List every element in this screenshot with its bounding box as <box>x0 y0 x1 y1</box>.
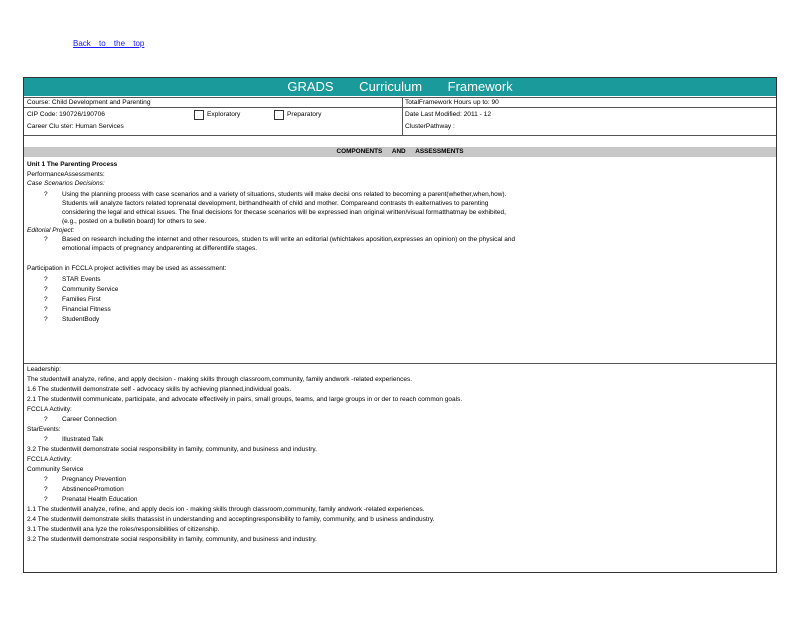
cip-code-field: CIP Code: 190726/190706 <box>27 111 105 118</box>
body-text-line: 1.1 The studentwill analyze, refine, and apply decis ion - making skills through classroom,community, family andwork -related experiences. <box>27 506 425 513</box>
course-field: Course: Child Development and Parenting <box>27 99 151 106</box>
body-text-line: Career Connection <box>62 416 117 423</box>
header-column-divider <box>402 97 403 135</box>
body-text-line: Students will analyze factors related toprenatal development, birthandhealth of child and mother. Compareand contrasts th ealternatives to parenting <box>62 200 489 207</box>
body-text-line: 3.2 The studentwill demonstrate social responsibility in family, community, and business and industry. <box>27 446 317 453</box>
bullet-marker-icon: ? <box>44 416 48 423</box>
body-text-line: considering the legal and ethical issues. The final decisions for thecase scenarios will be expressed inan original written/visual formatthatmay be exhibited, <box>62 209 506 216</box>
body-text-line: AbstinencePromotion <box>62 486 124 493</box>
body-text-line: Financial Fitness <box>62 306 111 313</box>
body-text-line: STAR Events <box>62 276 101 283</box>
body-text-line: Leadership: <box>27 366 61 373</box>
body-text-line: Editorial Project: <box>27 227 75 234</box>
body-text-line: Participation in FCCLA project activities may be used as assessment: <box>27 265 227 272</box>
bullet-marker-icon: ? <box>44 486 48 493</box>
bullet-marker-icon: ? <box>44 436 48 443</box>
body-text-line: 3.2 The studentwill demonstrate social responsibility in family, community, and business and industry. <box>27 536 317 543</box>
body-text-line: 2.4 The studentwill demonstrate skills thatassist in understanding and acceptingresponsibility to family, community, and b usiness andindustry. <box>27 516 435 523</box>
header-divider <box>24 107 776 108</box>
curriculum-framework <box>23 77 777 573</box>
back-to-top-link[interactable]: Back to the top <box>73 39 145 48</box>
body-text-line: Based on research including the internet and other resources, studen ts will write an editorial (whichtakes aposition,expresses an opinion) on the physical and <box>62 236 516 243</box>
body-text-line: 3.1 The studentwill ana lyze the roles/responsibilities of citizenship. <box>27 526 220 533</box>
preparatory-label: Preparatory <box>287 111 322 118</box>
bullet-marker-icon: ? <box>44 236 48 243</box>
body-text-line: Illustrated Talk <box>62 436 104 443</box>
bullet-marker-icon: ? <box>44 306 48 313</box>
body-text-line: Unit 1 The Parenting Process <box>27 161 118 168</box>
total-hours-field: TotalFramework Hours up to: 90 <box>405 99 499 106</box>
body-text-line: FCCLA Activity: <box>27 456 72 463</box>
body-text-line: PerformanceAssessments: <box>27 171 105 178</box>
body-text-line: FCCLA Activity: <box>27 406 72 413</box>
career-cluster-field: Career Clu ster: Human Services <box>27 123 124 130</box>
bullet-marker-icon: ? <box>44 286 48 293</box>
bullet-marker-icon: ? <box>44 496 48 503</box>
body-text-line: StudentBody <box>62 316 100 323</box>
body-text-line: 2.1 The studentwill communicate, participate, and advocate effectively in pairs, small groups, teams, and large groups in or der to reach common goals. <box>27 396 463 403</box>
exploratory-checkbox[interactable] <box>194 110 204 120</box>
body-text-line: Using the planning process with case scenarios and a variety of situations, students will make decisi ons related to becoming a parent(whether,when,how). <box>62 191 507 198</box>
body-text-line: Pregnancy Prevention <box>62 476 126 483</box>
bullet-marker-icon: ? <box>44 276 48 283</box>
section-divider <box>24 363 776 364</box>
body-text-line: Case Scenarios Decisions: <box>27 180 105 187</box>
bullet-marker-icon: ? <box>44 191 48 198</box>
body-text-line: Prenatal Health Education <box>62 496 138 503</box>
banner-title: GRADS Curriculum Framework <box>24 78 776 96</box>
cluster-pathway-field: ClusterPathway : <box>405 123 455 130</box>
body-text-line: StarEvents: <box>27 426 61 433</box>
components-heading: COMPONENTS AND ASSESSMENTS <box>24 147 776 157</box>
body-text-line: The studentwill analyze, refine, and apply decision - making skills through classroom,community, family andwork -related experiences. <box>27 376 412 383</box>
bullet-marker-icon: ? <box>44 296 48 303</box>
date-modified-field: Date Last Modified: 2011 - 12 <box>405 111 492 118</box>
bullet-marker-icon: ? <box>44 316 48 323</box>
preparatory-checkbox[interactable] <box>274 110 284 120</box>
body-text-line: 1.6 The studentwill demonstrate self - advocacy skills by achieving planned,individual goals. <box>27 386 291 393</box>
header-divider <box>24 135 776 136</box>
body-text-line: (e.g., posted on a bulletin board) for others to see. <box>62 218 207 225</box>
body-text-line: Families First <box>62 296 101 303</box>
bullet-marker-icon: ? <box>44 476 48 483</box>
body-text-line: Community Service <box>27 466 84 473</box>
body-text-line: emotional impacts of pregnancy andparenting at differentlife stages. <box>62 245 257 252</box>
exploratory-label: Exploratory <box>207 111 241 118</box>
body-text-line: Community Service <box>62 286 119 293</box>
